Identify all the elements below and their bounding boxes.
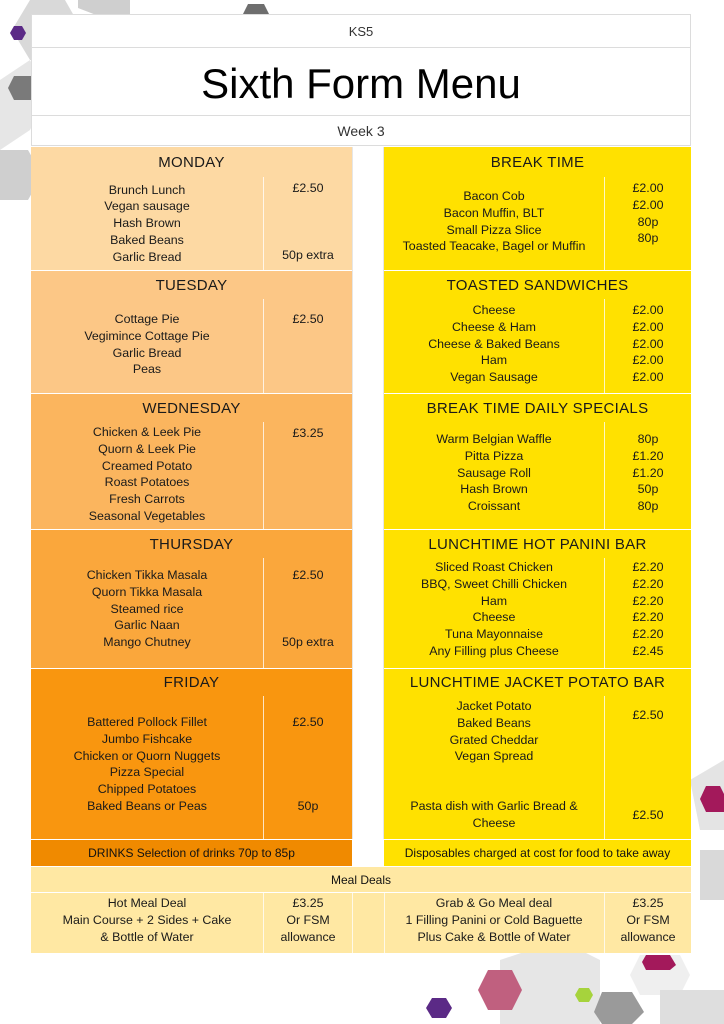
menu-item: Fresh Carrots [109, 492, 185, 507]
deal-price: Or FSM [286, 912, 330, 927]
wednesday-items [31, 422, 263, 529]
menu-item: Garlic Bread [112, 345, 182, 360]
friday-items [31, 696, 263, 839]
section-panini-bar [384, 558, 691, 668]
menu-item: Pizza Special [109, 765, 185, 780]
menu-item: BBQ, Sweet Chilli Chicken [421, 576, 567, 591]
wednesday-price: £3.25 [292, 426, 324, 440]
menu-item: Battered Pollock Fillet [87, 715, 207, 729]
section-toasted-sandwiches [384, 299, 691, 393]
panini-bar-prices [605, 559, 691, 660]
section-jacket-potato [384, 696, 691, 839]
menu-item: Hash Brown [113, 216, 181, 231]
price: £2.00 [632, 197, 664, 212]
deal-line: Plus Cake & Bottle of Water [417, 929, 571, 944]
menu-item: Garlic Bread [112, 249, 182, 264]
price: 80p [637, 499, 659, 514]
day-heading-friday: FRIDAY [31, 669, 352, 696]
deal-price: allowance [280, 929, 336, 944]
disposables-note: Disposables charged at cost for food to take away [384, 840, 691, 866]
hot-meal-deal [31, 895, 263, 945]
deal-line: Hot Meal Deal [107, 896, 187, 910]
day-heading-tuesday: TUESDAY [31, 271, 352, 299]
menu-item: Small Pizza Slice [446, 222, 542, 237]
menu-item: Jumbo Fishcake [101, 731, 193, 746]
menu-item: Vegan sausage [104, 199, 190, 214]
price: £2.00 [632, 353, 664, 368]
menu-item: Vegimince Cottage Pie [84, 328, 210, 343]
price: £2.00 [632, 181, 664, 195]
menu-item: Vegan Sausage [450, 370, 538, 385]
price: £2.00 [632, 303, 664, 317]
deal-line: Grab & Go Meal deal [435, 896, 553, 910]
menu-item: Mango Chutney [103, 635, 191, 650]
menu-item: Jacket Potato [456, 699, 532, 713]
pasta-dish-item: Pasta dish with Garlic Bread & Cheese [410, 799, 578, 830]
column-divider [352, 893, 353, 953]
grab-and-go-price [605, 895, 691, 945]
menu-item: Tuna Mayonnaise [444, 627, 544, 642]
menu-item: Cheese & Ham [451, 319, 537, 334]
section-heading-jacket-potato: LUNCHTIME JACKET POTATO BAR [384, 669, 691, 696]
price: £2.45 [632, 643, 664, 658]
menu-item: Cheese [472, 610, 516, 625]
menu-item: Steamed rice [110, 601, 184, 616]
thursday-items [31, 558, 263, 668]
price: £2.20 [632, 576, 664, 591]
menu-item: Quorn Tikka Masala [91, 584, 203, 599]
section-daily-specials [384, 422, 691, 529]
menu-item: Cheese [472, 303, 516, 317]
deal-line: 1 Filling Panini or Cold Baguette [405, 912, 583, 927]
menu-item: Seasonal Vegetables [88, 508, 206, 523]
monday-extra-price: 50p extra [282, 248, 334, 262]
menu-item: Pitta Pizza [464, 448, 524, 463]
menu-item: Sliced Roast Chicken [435, 560, 553, 574]
menu-item: Any Filling plus Cheese [429, 643, 559, 658]
price: £2.20 [632, 610, 664, 625]
menu-item: Ham [480, 353, 508, 368]
friday-price: £2.50 [292, 715, 324, 729]
menu-item: Baked Beans [110, 232, 184, 247]
menu-item: Chicken Tikka Masala [86, 568, 208, 582]
day-block-tuesday [31, 299, 352, 393]
price: £1.20 [632, 465, 664, 480]
drinks-note: DRINKS Selection of drinks 70p to 85p [31, 840, 352, 866]
menu-item: Cottage Pie [114, 312, 180, 326]
menu-item: Warm Belgian Waffle [436, 432, 552, 446]
menu-item: Bacon Cob [463, 189, 525, 203]
menu-item: Baked Beans [457, 715, 531, 730]
menu-item: Cheese & Baked Beans [428, 336, 560, 351]
daily-specials-prices [605, 431, 691, 515]
section-heading-panini-bar: LUNCHTIME HOT PANINI BAR [384, 530, 691, 558]
center-gap [352, 147, 384, 839]
break-time-prices [605, 180, 691, 247]
day-heading-monday: MONDAY [31, 147, 352, 177]
menu-item: Brunch Lunch [108, 182, 186, 197]
tuesday-price: £2.50 [292, 312, 324, 326]
meal-deals-title: Meal Deals [31, 867, 691, 892]
price: £2.00 [632, 370, 664, 385]
tuesday-items [31, 299, 263, 385]
section-heading-toasted-sandwiches: TOASTED SANDWICHES [384, 271, 691, 299]
menu-item: Creamed Potato [101, 458, 193, 473]
deal-price: £3.25 [632, 896, 664, 910]
meal-deals-block [31, 893, 691, 953]
menu-item: Hash Brown [460, 482, 528, 497]
price: £2.20 [632, 593, 664, 608]
price: £2.00 [632, 336, 664, 351]
price: 50p [637, 482, 659, 497]
menu-item: Chipped Potatoes [97, 782, 197, 797]
price: £1.20 [632, 448, 664, 463]
section-break-time [384, 177, 691, 270]
day-block-friday [31, 696, 352, 839]
page-title: Sixth Form Menu [31, 48, 691, 116]
key-stage-label: KS5 [31, 14, 691, 48]
hot-meal-deal-price [264, 895, 352, 945]
section-heading-daily-specials: BREAK TIME DAILY SPECIALS [384, 394, 691, 422]
day-block-monday [31, 177, 352, 270]
deal-price: £3.25 [292, 896, 324, 910]
menu-item: Ham [480, 593, 508, 608]
menu-item: Sausage Roll [457, 465, 531, 480]
deal-price: Or FSM [626, 912, 670, 927]
deal-line: Main Course + 2 Sides + Cake [62, 912, 232, 927]
menu-item: Baked Beans or Peas [87, 798, 207, 813]
section-heading-break-time: BREAK TIME [384, 147, 691, 177]
toasted-sandwiches-items [384, 299, 604, 393]
monday-items [31, 177, 263, 270]
price: £2.20 [632, 627, 664, 642]
pasta-dish-price: £2.50 [632, 808, 664, 822]
menu-item: Chicken or Quorn Nuggets [73, 748, 221, 763]
break-time-items [384, 177, 604, 270]
day-heading-thursday: THURSDAY [31, 530, 352, 558]
jacket-potato-price: £2.50 [632, 708, 664, 722]
menu-item: Garlic Naan [114, 618, 180, 633]
price: 80p [637, 231, 659, 246]
menu-item: Chicken & Leek Pie [92, 425, 202, 439]
thursday-price: £2.50 [292, 568, 324, 582]
day-heading-wednesday: WEDNESDAY [31, 394, 352, 422]
menu-item: Bacon Muffin, BLT [443, 205, 545, 220]
toasted-sandwiches-prices [605, 302, 691, 386]
panini-bar-items [384, 558, 604, 668]
thursday-extra-price: 50p extra [282, 635, 334, 649]
day-block-thursday [31, 558, 352, 668]
monday-price: £2.50 [292, 181, 324, 195]
deal-line: & Bottle of Water [100, 929, 194, 944]
menu-item: Peas [132, 362, 162, 377]
menu-item: Quorn & Leek Pie [98, 441, 196, 456]
menu-item: Croissant [467, 499, 521, 514]
day-block-wednesday [31, 422, 352, 529]
price: £2.20 [632, 560, 664, 574]
jacket-potato-items [384, 696, 604, 776]
menu-item: Vegan Spread [454, 749, 534, 764]
price: £2.00 [632, 319, 664, 334]
daily-specials-items [384, 422, 604, 529]
price: 80p [637, 214, 659, 229]
week-label: Week 3 [31, 116, 691, 146]
grab-and-go-deal [384, 895, 604, 945]
deal-price: allowance [620, 929, 676, 944]
menu-item: Roast Potatoes [104, 475, 190, 490]
menu-item: Grated Cheddar [449, 732, 539, 747]
friday-extra-price: 50p [297, 799, 319, 813]
price: 80p [637, 432, 659, 446]
menu-item: Toasted Teacake, Bagel or Muffin [402, 239, 586, 254]
